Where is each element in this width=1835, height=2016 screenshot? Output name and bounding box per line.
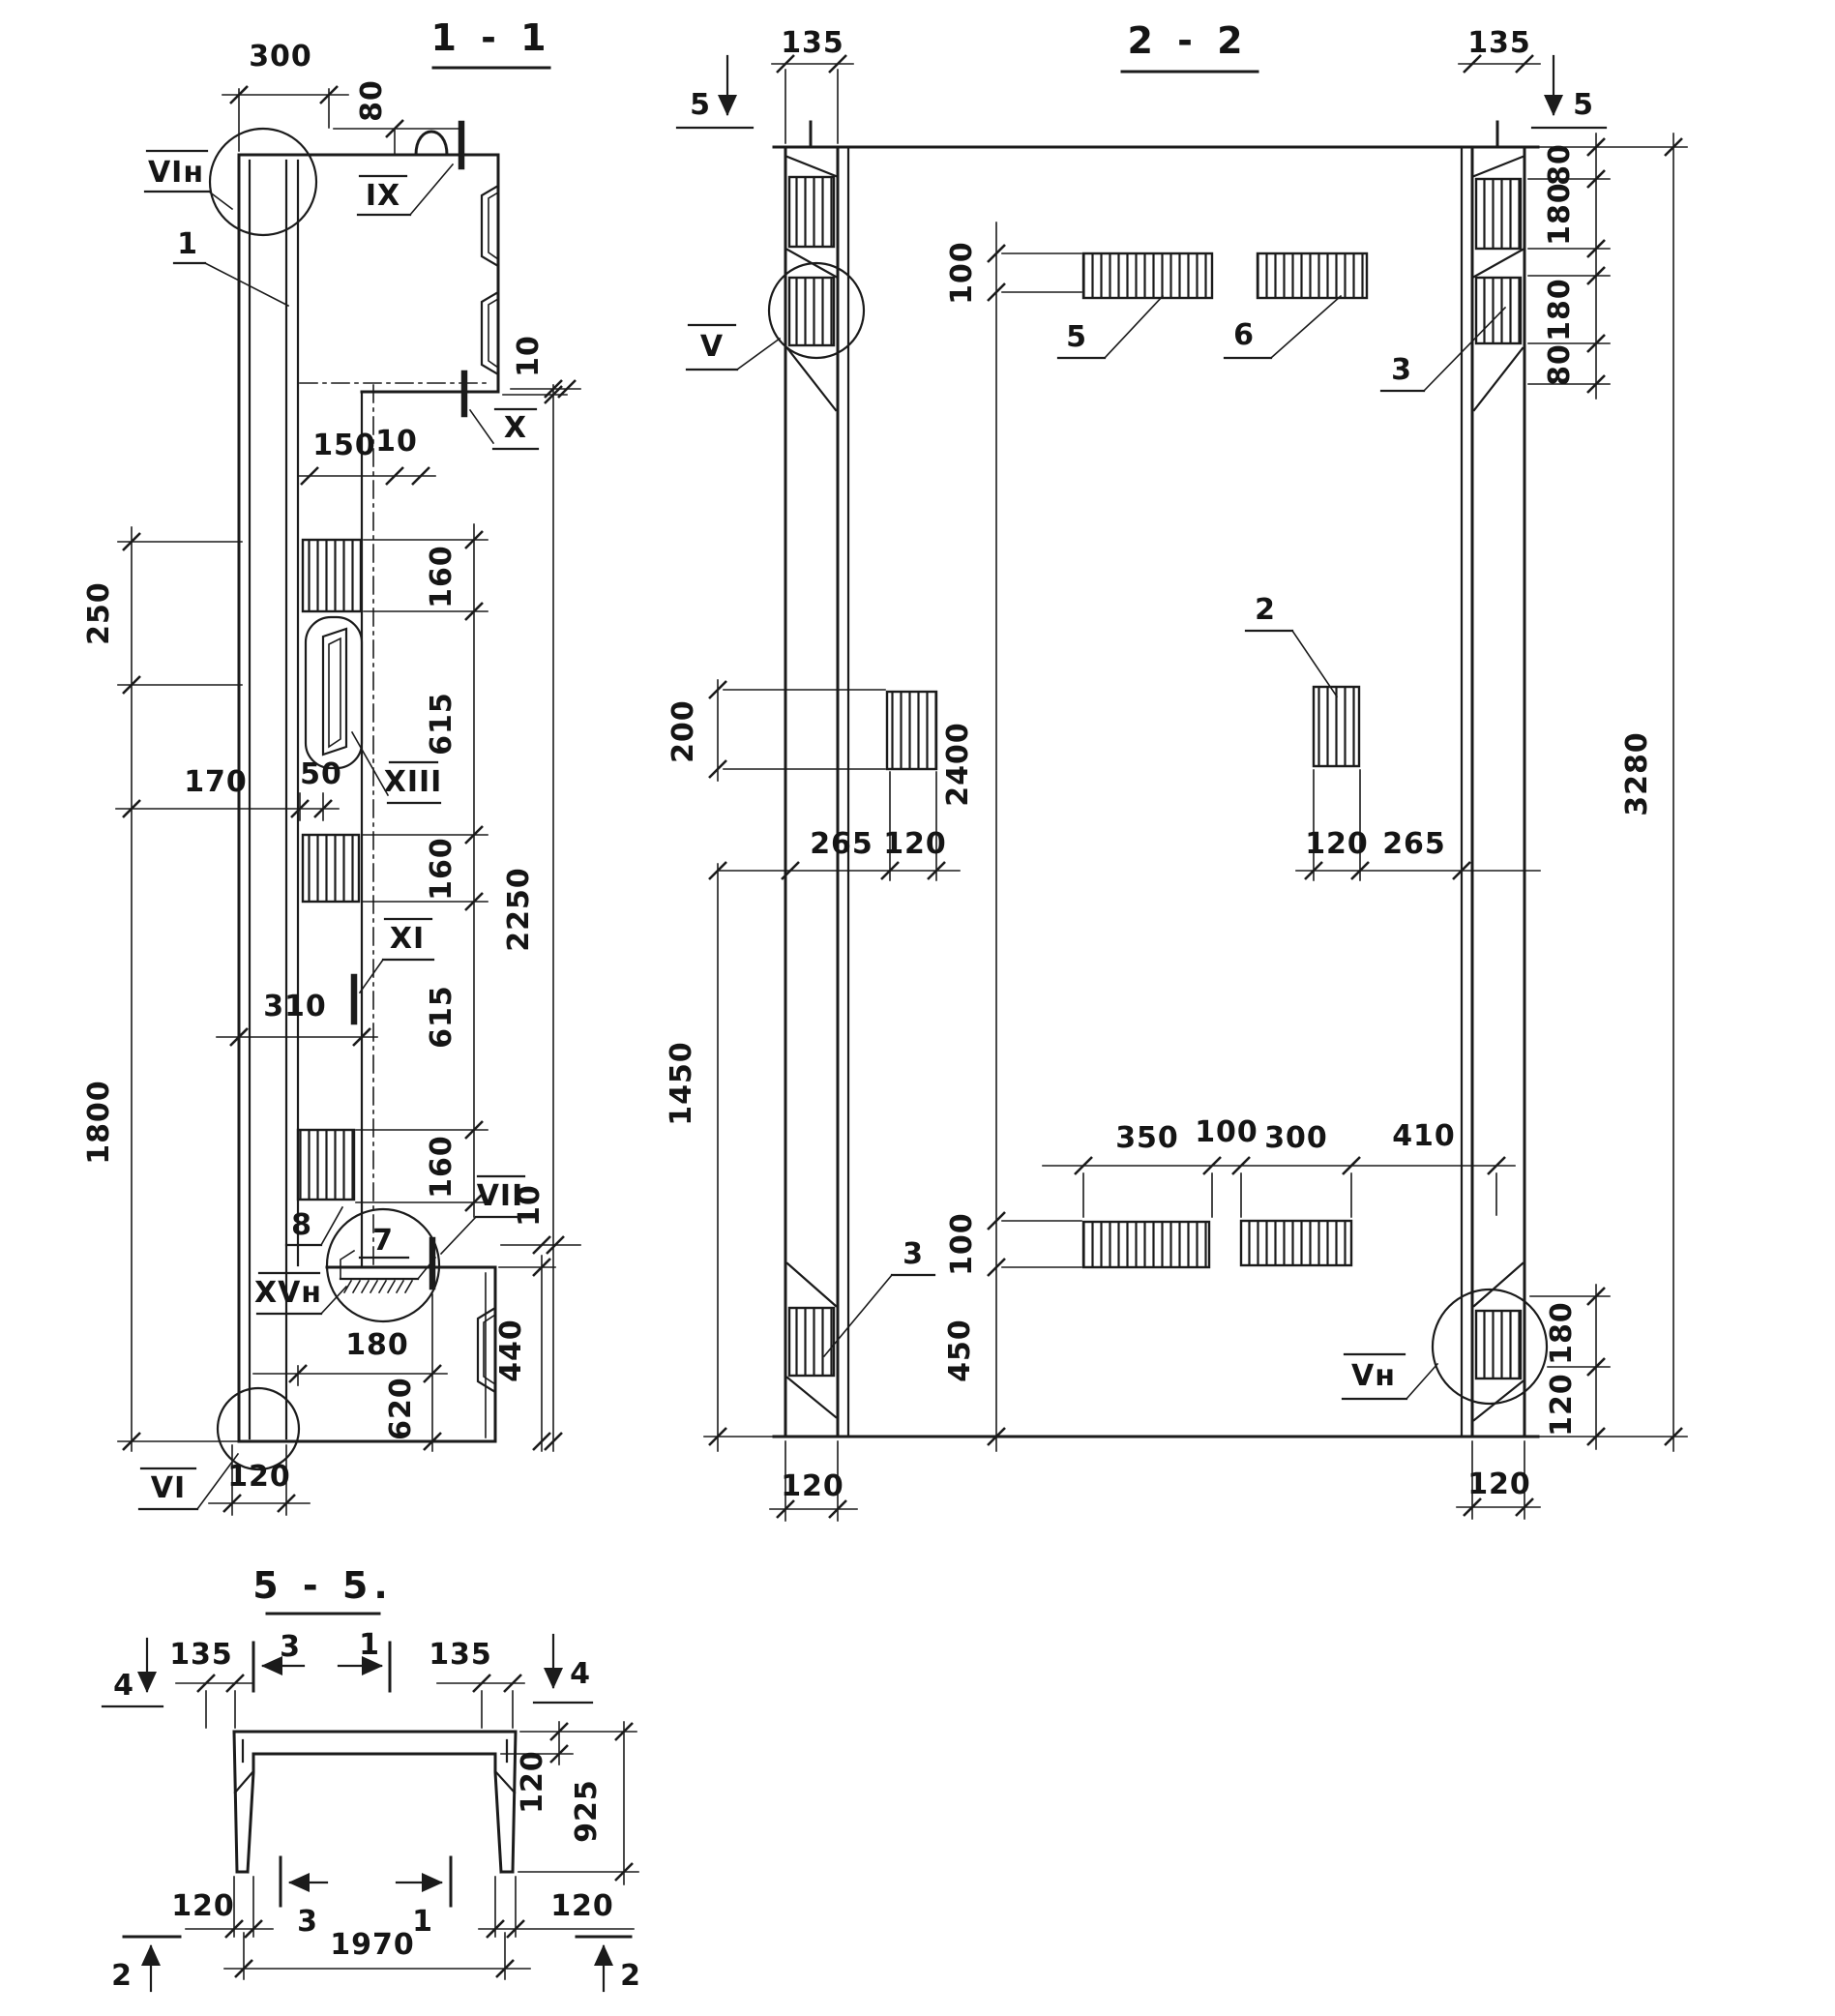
hatch-plate — [789, 1308, 834, 1376]
dim-150: 150 — [312, 429, 376, 462]
view-2-2 — [665, 19, 1687, 1521]
dim-615-a: 615 — [425, 692, 459, 756]
dim-925: 925 — [570, 1779, 604, 1843]
dim-100-bottom: 100 — [945, 1212, 979, 1276]
dim-300: 300 — [249, 40, 312, 74]
hatch-plate — [1241, 1221, 1351, 1265]
dim-450: 450 — [943, 1319, 977, 1382]
hatch-plate — [789, 278, 834, 345]
label-vi-bottom: VI — [150, 1471, 187, 1505]
label-xiii: XIII — [383, 765, 443, 799]
dim-1450: 1450 — [665, 1041, 698, 1126]
dim-135-right: 135 — [1467, 26, 1531, 60]
dim-120-bottom-right: 120 — [1545, 1373, 1579, 1437]
dim-135-right-55: 135 — [429, 1638, 492, 1672]
panel-outline-1-1 — [239, 132, 498, 1441]
section-arrow-3-top: 3 — [280, 1630, 301, 1664]
dim-310: 310 — [263, 990, 327, 1023]
dim-100-mid: 100 — [1195, 1115, 1258, 1149]
label-xv: XVн — [253, 1276, 323, 1310]
dim-80: 80 — [355, 79, 389, 122]
hatch-plate — [303, 835, 359, 902]
embedded-plates-1-1 — [298, 540, 361, 1200]
section-arrow-1-bottom: 1 — [412, 1905, 433, 1939]
slot-detail-1-1 — [306, 617, 362, 768]
label-pos-3-right: 3 — [1391, 353, 1412, 387]
view-1-1 — [82, 16, 580, 1515]
section-arrow-4-left: 4 — [113, 1669, 134, 1703]
label-vi-top: VIн — [147, 156, 205, 190]
label-pos-3-left: 3 — [903, 1237, 924, 1271]
label-pos-1: 1 — [177, 227, 198, 261]
dim-120-top-55: 120 — [516, 1750, 549, 1814]
dim-170: 170 — [184, 765, 248, 799]
dim-120: 120 — [227, 1460, 291, 1494]
label-pos-8: 8 — [291, 1208, 312, 1242]
dim-180: 180 — [345, 1328, 409, 1362]
hatch-plate — [1314, 687, 1359, 766]
dim-160-b: 160 — [425, 837, 459, 901]
dim-265-left: 265 — [810, 827, 873, 861]
section-arrow-2-right: 2 — [620, 1959, 641, 1993]
section-arrow-3-bottom: 3 — [297, 1905, 318, 1939]
dim-440: 440 — [494, 1319, 528, 1382]
dim-160-a: 160 — [425, 545, 459, 608]
label-v: V — [699, 330, 725, 364]
dim-120-bottom-left-55: 120 — [171, 1889, 235, 1923]
hatch-plate — [1258, 253, 1367, 298]
section-arrow-2-left: 2 — [111, 1959, 133, 1993]
label-vii: VII — [476, 1179, 524, 1213]
dim-80-b: 80 — [1543, 343, 1577, 386]
detail-circle-vi-top — [210, 129, 316, 235]
dim-120-bottom-left: 120 — [781, 1469, 844, 1503]
dim-100-top: 100 — [945, 241, 979, 305]
hatch-plate — [298, 1130, 354, 1200]
dim-160-c: 160 — [425, 1135, 459, 1199]
dim-300: 300 — [1264, 1121, 1328, 1155]
section-arrow-5-right: 5 — [1573, 88, 1594, 122]
hatch-plate — [887, 692, 936, 769]
dim-1970: 1970 — [330, 1928, 415, 1962]
section-title-5-5: 5 - 5. — [252, 1564, 394, 1607]
dim-250: 250 — [82, 581, 116, 645]
section-title-1-1: 1 - 1 — [430, 16, 552, 59]
dim-10-top: 10 — [512, 335, 546, 377]
dim-265-right: 265 — [1382, 827, 1446, 861]
dim-620: 620 — [384, 1377, 418, 1440]
dim-80-a: 80 — [1543, 143, 1577, 186]
dim-200: 200 — [666, 699, 700, 763]
dim-180-b: 180 — [1543, 278, 1577, 341]
view-5-5 — [103, 1564, 641, 1993]
section-arrow-5-left: 5 — [690, 88, 711, 122]
dim-180-bottom-right: 180 — [1545, 1301, 1579, 1365]
label-xi: XI — [389, 922, 426, 956]
dim-10-mid: 10 — [375, 425, 418, 459]
dimensions-5-5 — [103, 1628, 641, 1993]
dimensions-1-1 — [82, 40, 580, 1515]
hatch-plate — [1083, 253, 1212, 298]
label-pos-6: 6 — [1233, 318, 1255, 352]
dim-135-left: 135 — [781, 26, 844, 60]
section-title-2-2: 2 - 2 — [1127, 19, 1249, 62]
dim-3280: 3280 — [1620, 731, 1654, 816]
section-arrow-4-right: 4 — [570, 1657, 591, 1691]
dim-120-right: 120 — [1305, 827, 1369, 861]
dim-2250: 2250 — [502, 867, 536, 952]
label-vn: Vн — [1351, 1359, 1396, 1393]
dim-50: 50 — [300, 757, 342, 791]
section-arrow-1-top: 1 — [359, 1628, 380, 1662]
dim-120-bottom-right-55: 120 — [550, 1889, 614, 1923]
dim-135-left-55: 135 — [169, 1638, 233, 1672]
dim-120-left: 120 — [883, 827, 947, 861]
dim-2400: 2400 — [941, 722, 975, 807]
dim-350: 350 — [1115, 1121, 1179, 1155]
hatch-plate — [1083, 1222, 1209, 1267]
hatch-plate — [1476, 278, 1521, 343]
dim-120-bottom-right-b: 120 — [1467, 1468, 1531, 1501]
label-pos-7: 7 — [372, 1224, 394, 1258]
channel-outline-5-5 — [234, 1732, 516, 1872]
label-x: X — [503, 411, 528, 445]
hatch-plate — [789, 177, 834, 247]
label-pos-2: 2 — [1255, 593, 1276, 627]
hatch-plate — [303, 540, 361, 611]
dim-615-b: 615 — [425, 985, 459, 1049]
dimensions-2-2 — [665, 26, 1687, 1521]
hatch-plate — [1476, 1311, 1521, 1379]
dim-410: 410 — [1392, 1119, 1456, 1153]
dim-180-a: 180 — [1543, 182, 1577, 246]
hatch-plate — [1476, 179, 1521, 249]
dim-1800: 1800 — [82, 1080, 116, 1165]
label-ix: IX — [365, 179, 401, 213]
dim-10-bottom: 10 — [513, 1184, 547, 1227]
label-pos-5: 5 — [1066, 320, 1087, 354]
